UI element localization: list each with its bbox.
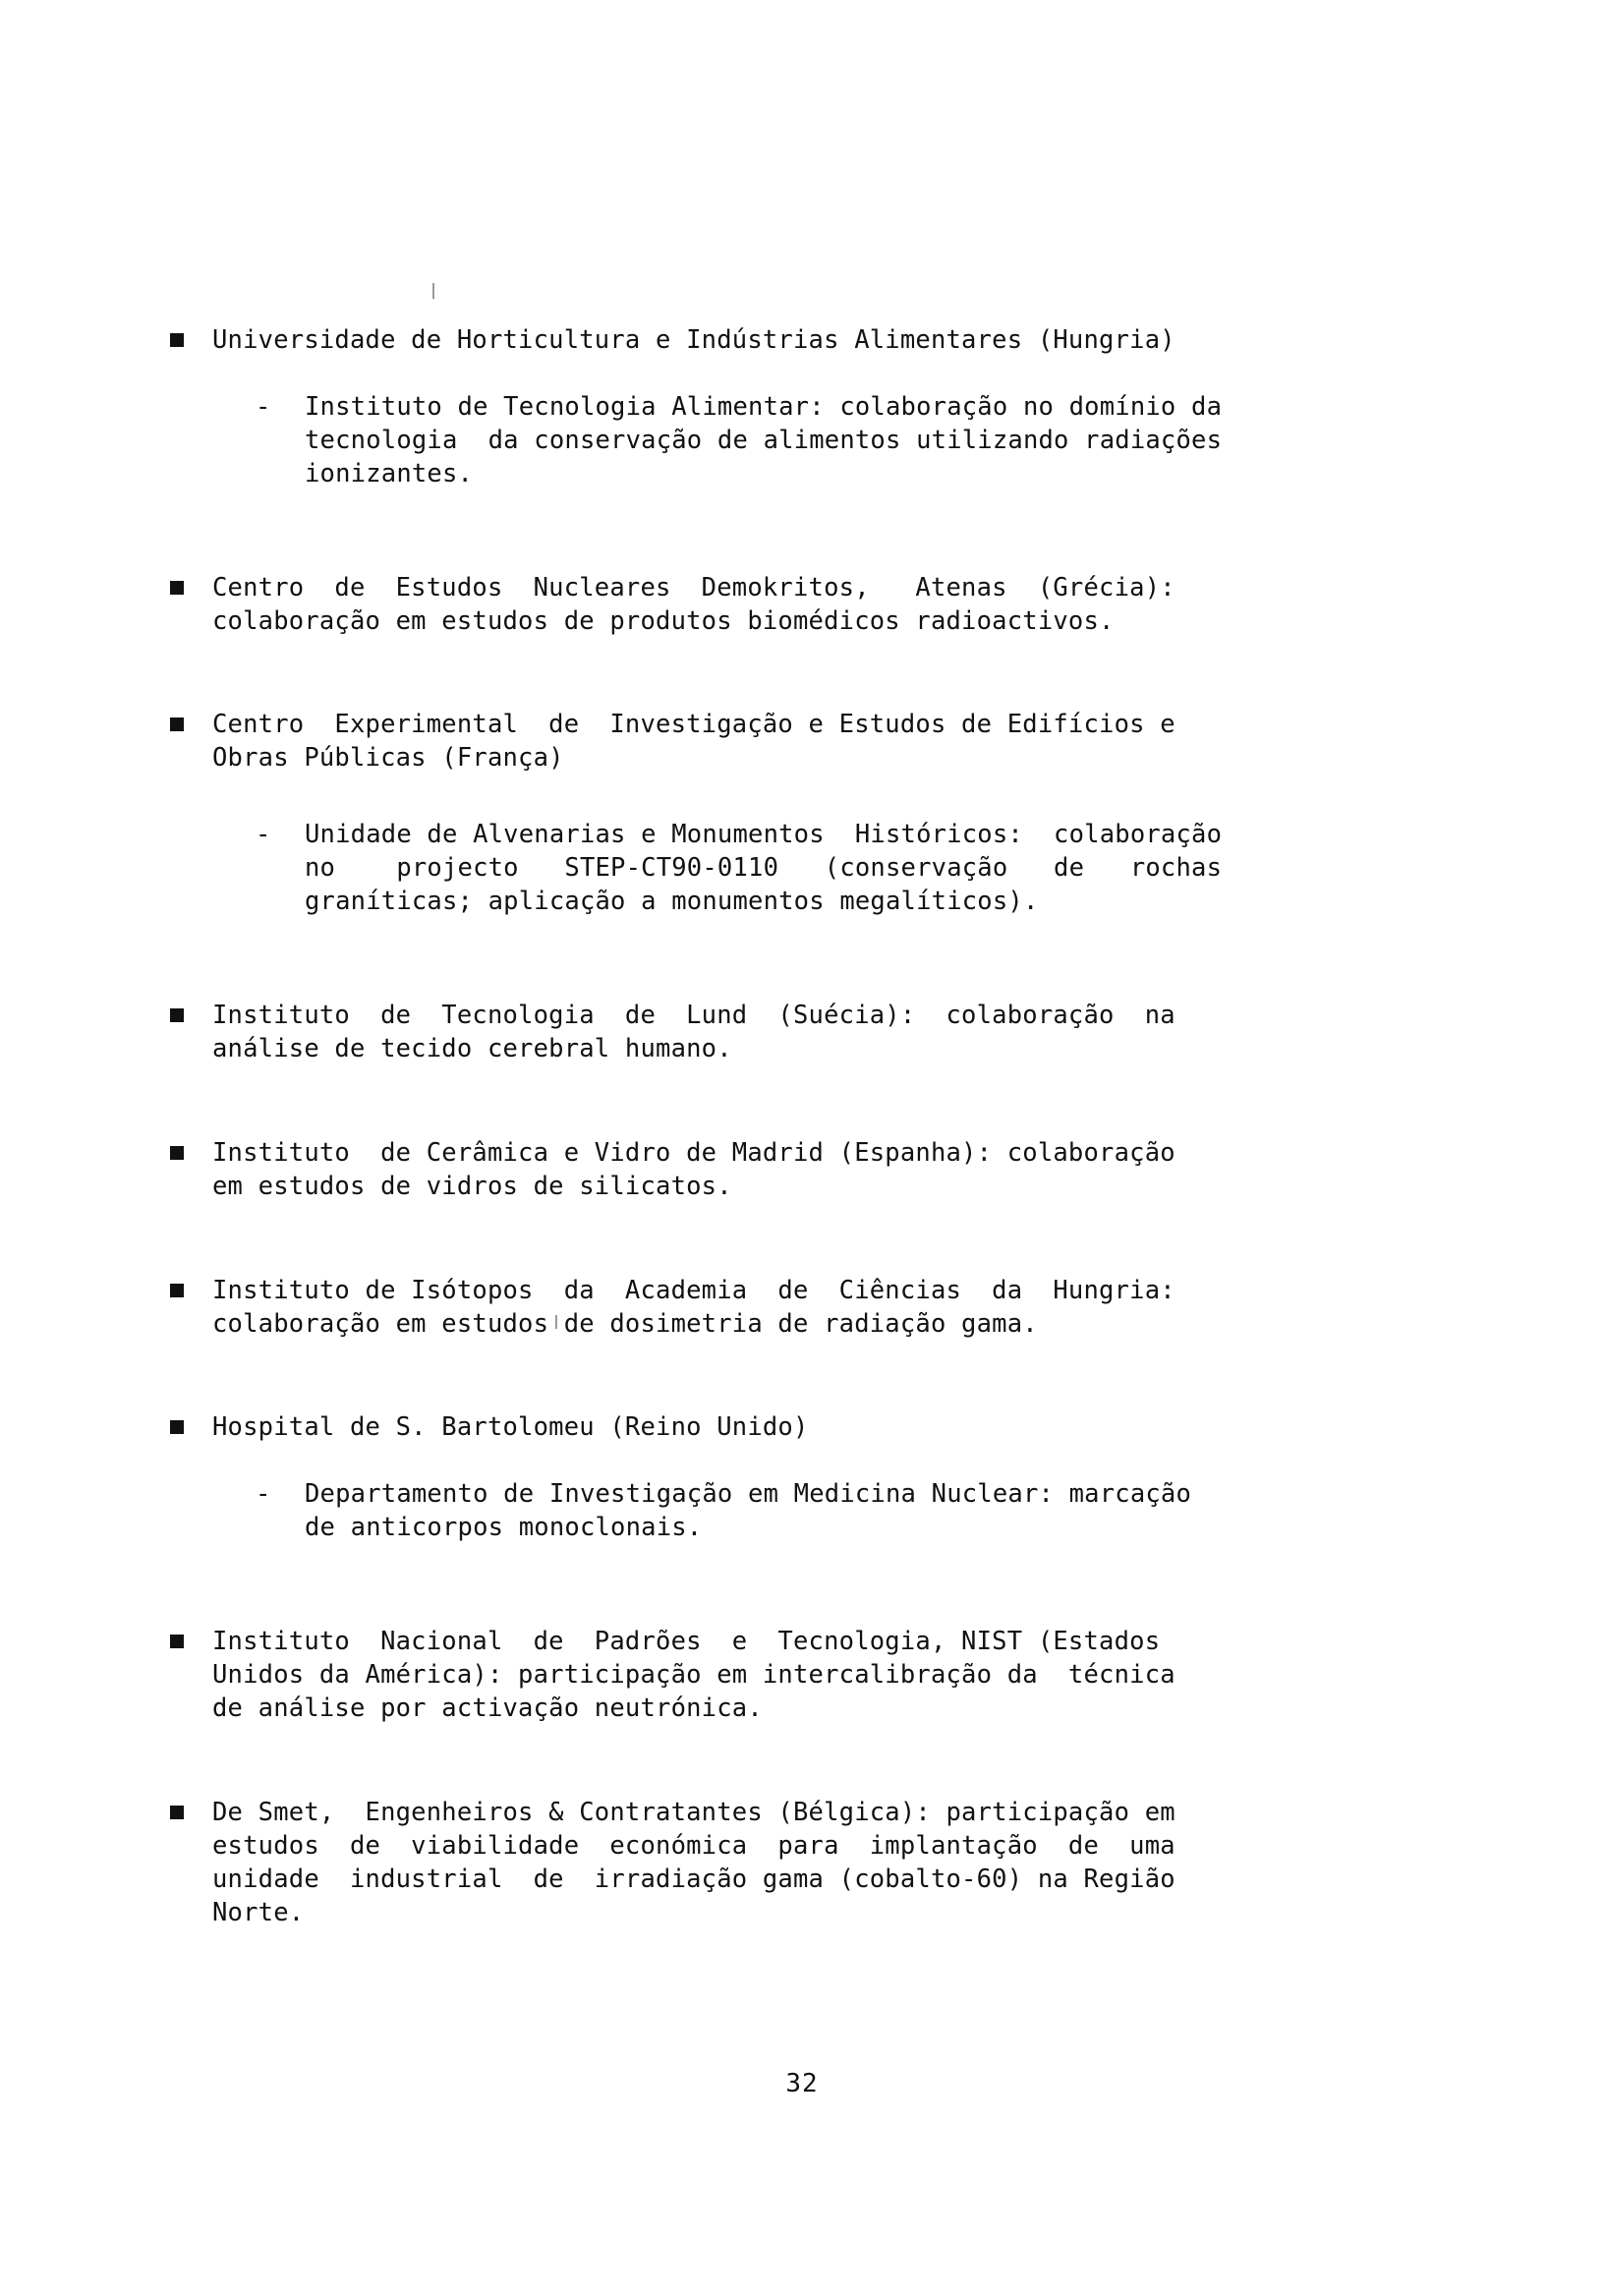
- sub-entry-line: graníticas; aplicação a monumentos megalíticos).: [305, 887, 1039, 917]
- bullet-line: Instituto de Tecnologia de Lund (Suécia): colaboração na: [212, 1000, 1175, 1030]
- bullet-line: Centro de Estudos Nucleares Demokritos, Atenas (Grécia):: [212, 572, 1175, 603]
- page-number: 32: [785, 2069, 819, 2098]
- bullet-line: Universidade de Horticultura e Indústrias Alimentares (Hungria): [212, 325, 1175, 355]
- square-bullet-icon: [170, 1420, 184, 1434]
- list-item: [167, 709, 1435, 919]
- bullet-entry: [167, 1626, 1435, 1726]
- bullet-line: análise de tecido cerebral humano.: [212, 1033, 732, 1063]
- list-item: [167, 1275, 1435, 1342]
- bullet-entry: [167, 572, 1435, 639]
- dash-bullet-icon: -: [256, 820, 271, 850]
- sub-entry-line: ionizantes.: [305, 458, 474, 488]
- square-bullet-icon: [170, 1284, 184, 1297]
- square-bullet-icon: [170, 1806, 184, 1819]
- list-item: [167, 1137, 1435, 1204]
- bullet-entry: [167, 1275, 1435, 1342]
- sub-entry-line: tecnologia da conservação de alimentos utilizando radiações: [305, 425, 1223, 455]
- bullet-line: colaboração em estudos de dosimetria de radiação gama.: [212, 1308, 1038, 1339]
- list-item: [167, 572, 1435, 639]
- list-item: [167, 1411, 1435, 1545]
- bullet-entry: [167, 1797, 1435, 1930]
- sub-entry-line: Departamento de Investigação em Medicina Nuclear: marcação: [305, 1479, 1192, 1510]
- list-item: [167, 324, 1435, 491]
- sub-entry-line: Unidade de Alvenarias e Monumentos Históricos: colaboração: [305, 820, 1223, 850]
- bullet-line: Instituto Nacional de Padrões e Tecnologia, NIST (Estados: [212, 1627, 1161, 1657]
- list-item: [167, 1000, 1435, 1066]
- bullet-line: estudos de viabilidade económica para implantação de uma: [212, 1830, 1175, 1861]
- square-bullet-icon: [170, 1146, 184, 1160]
- sub-entry: [254, 819, 1435, 919]
- bullet-entry: [167, 1137, 1435, 1204]
- document-body: [167, 324, 1435, 1967]
- bullet-line: De Smet, Engenheiros & Contratantes (Bélgica): participação em: [212, 1797, 1175, 1827]
- list-item: [167, 1626, 1435, 1726]
- sub-entry: [254, 391, 1435, 491]
- sub-entry-line: no projecto STEP-CT90-0110 (conservação de rochas: [305, 853, 1223, 884]
- bullet-line: Norte.: [212, 1897, 305, 1927]
- bullet-line: Hospital de S. Bartolomeu (Reino Unido): [212, 1412, 809, 1443]
- bullet-line: colaboração em estudos de produtos biomédicos radioactivos.: [212, 605, 1115, 636]
- sub-entry-line: de anticorpos monoclonais.: [305, 1513, 703, 1543]
- bullet-line: Obras Públicas (França): [212, 743, 564, 774]
- dash-bullet-icon: -: [256, 391, 271, 422]
- square-bullet-icon: [170, 1008, 184, 1022]
- bullet-line: Unidos da América): participação em intercalibração da técnica: [212, 1660, 1175, 1691]
- bullet-line: Instituto de Isótopos da Academia de Ciências da Hungria:: [212, 1275, 1175, 1305]
- bullet-line: de análise por activação neutrónica.: [212, 1693, 763, 1723]
- sub-entry: [254, 1478, 1435, 1545]
- list-item: [167, 1797, 1435, 1930]
- square-bullet-icon: [170, 333, 184, 347]
- square-bullet-icon: [170, 1635, 184, 1648]
- bullet-line: unidade industrial de irradiação gama (cobalto-60) na Região: [212, 1864, 1175, 1894]
- square-bullet-icon: [170, 581, 184, 595]
- bullet-entry: [167, 1411, 1435, 1445]
- bullet-line: Centro Experimental de Investigação e Estudos de Edifícios e: [212, 710, 1175, 740]
- bullet-entry: [167, 709, 1435, 775]
- sub-entry-line: Instituto de Tecnologia Alimentar: colaboração no domínio da: [305, 391, 1223, 422]
- bullet-line: Instituto de Cerâmica e Vidro de Madrid (Espanha): colaboração: [212, 1137, 1175, 1168]
- scan-artifact-mark-top: [432, 283, 434, 299]
- bullet-entry: [167, 1000, 1435, 1066]
- square-bullet-icon: [170, 718, 184, 731]
- dash-bullet-icon: -: [256, 1479, 271, 1510]
- bullet-line: em estudos de vidros de silicatos.: [212, 1171, 732, 1201]
- bullet-entry: [167, 324, 1435, 358]
